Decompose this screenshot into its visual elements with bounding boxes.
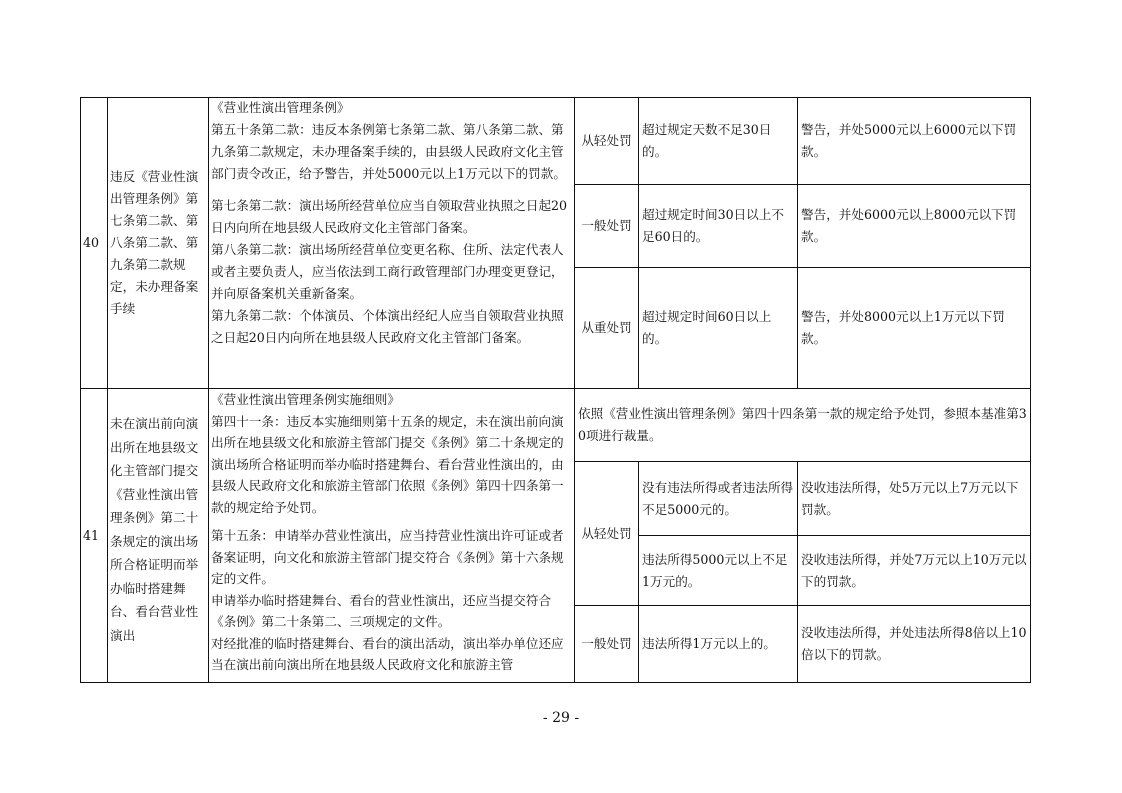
violation-description: 未在演出前向演出所在地县级文化主管部门提交《营业性演出管理条例》第二十条规定的演出场所合格证明而举办临时搭建舞台、看台营业性演出 <box>110 416 199 643</box>
penalty: 没收违法所得，处5万元以上7万元以下罚款。 <box>801 479 1019 517</box>
violation-description: 违反《营业性演出管理条例》第七条第二款、第八条第二款、第九条第二款规定，未办理备案手续 <box>110 169 199 316</box>
penalty: 警告，并处6000元以上8000元以下罚款。 <box>801 207 1017 244</box>
circumstance: 违法所得5000元以上不足1万元的。 <box>642 551 788 589</box>
row-number: 40 <box>83 235 100 250</box>
penalty: 没收违法所得，并处违法所得8倍以上10倍以下的罚款。 <box>801 625 1027 662</box>
circumstance: 没有违法所得或者违法所得不足5000元的。 <box>642 479 794 517</box>
page-number: - 29 - <box>542 710 580 726</box>
penalty-level: 一般处罚 <box>581 636 632 651</box>
circumstance: 违法所得1万元以上的。 <box>642 636 776 651</box>
circumstance: 超过规定时间60日以上的。 <box>642 309 772 346</box>
legal-basis: 《营业性演出管理条例实施细则》 第四十一条：违反本实施细则第十五条的规定，未在演出前向演出所在地县级文化和旅游主管部门提交《条例》第二十条规定的演出场所合格证明而举办临时搭建舞台、看台营业性演出的，由县级人民政府文化和旅游主管部门依照《条例》第四十四条第一款的规定给予处罚。 第十五条：申请举办营业性演出，应当持营业性演出许可证或者备案证明，向文化和旅游主管部门提交符合《条例》第十六条规定的文件。 申请举办临时搭建舞台、看台的营业性演出，还应当提交符合《条例》第二十条第二、三项规定的文件。 对经批准的临时搭建舞台、看台的演出活动，演出举办单位还应当在演出前向演出所在地县级人民政府文化和旅游主管 <box>211 392 564 672</box>
circumstance: 超过规定天数不足30日的。 <box>642 122 772 159</box>
penalty-level: 从轻处罚 <box>581 525 632 541</box>
penalty: 警告，并处8000元以上1万元以下罚款。 <box>801 309 1005 346</box>
penalty: 警告，并处5000元以上6000元以下罚款。 <box>801 122 1017 159</box>
penalty-level: 从轻处罚 <box>581 133 632 148</box>
penalty: 没收违法所得，并处7万元以上10万元以下的罚款。 <box>801 551 1027 589</box>
circumstance: 超过规定时间30日以上不足60日的。 <box>642 207 784 244</box>
reference-note: 依照《营业性演出管理条例》第四十四条第一款的规定给予处罚，参照本基准第30项进行裁量。 <box>578 406 1027 443</box>
penalty-level: 从重处罚 <box>581 320 632 335</box>
penalty-level: 一般处罚 <box>581 218 632 233</box>
legal-basis: 《营业性演出管理条例》 第五十条第二款：违反本条例第七条第二款、第八条第二款、第九条第二款规定，未办理备案手续的，由县级人民政府文化主管部门责令改正，给予警告，并处5000元以上1万元以下的罚款。 第七条第二款：演出场所经营单位应当自领取营业执照之日起20日内向所在地县级人民政府文化主管部门备案。 第八条第二款：演出场所经营单位变更名称、住所、法定代表人或者主要负责人，应当依法到工商行政管理部门办理变更登记，并向原备案机关重新备案。 第九条第二款：个体演员、个体演出经纪人应当自领取营业执照之日起20日内向所在地县级人民政府文化主管部门备案。 <box>211 100 568 345</box>
row-number: 41 <box>83 527 100 543</box>
